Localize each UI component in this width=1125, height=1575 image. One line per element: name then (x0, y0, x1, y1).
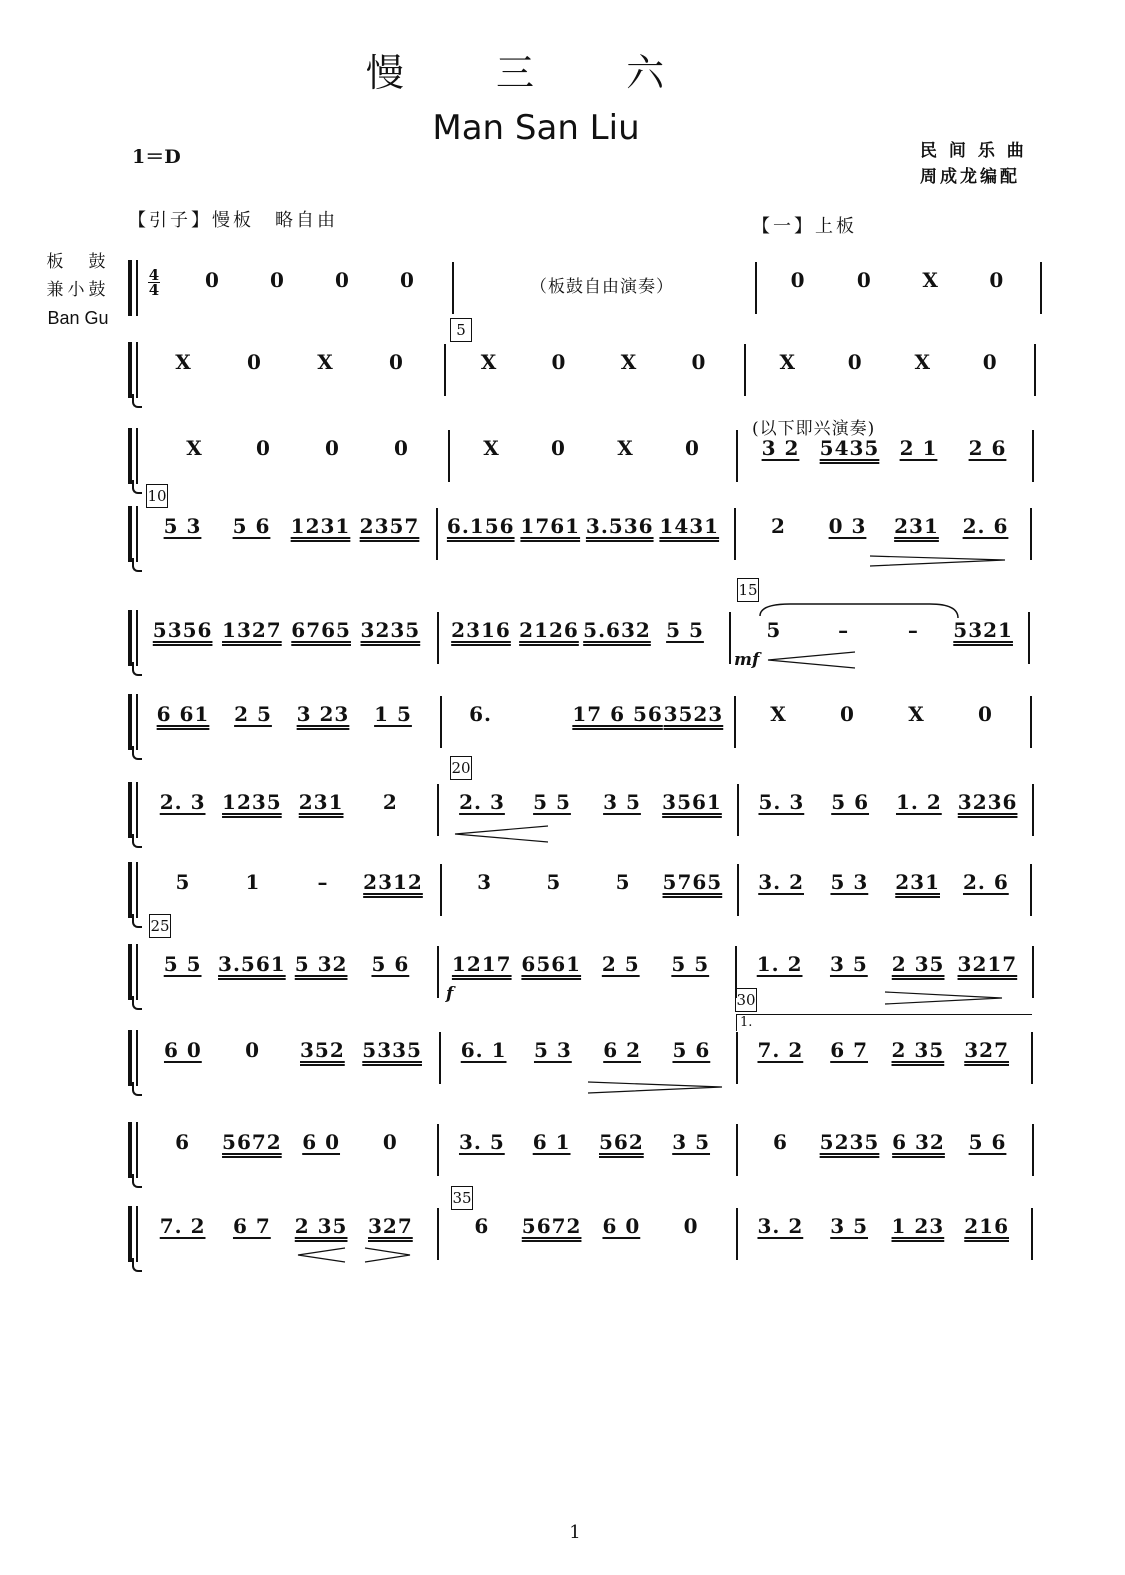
instrument-name-en: Ban Gu (47, 308, 109, 328)
measure (746, 436, 1022, 486)
barline (735, 946, 737, 998)
beat: X (483, 436, 500, 460)
beat: 2126 (519, 618, 579, 642)
beat: 5435 (819, 436, 880, 460)
system-barline (128, 1030, 132, 1086)
score-system (0, 506, 1125, 576)
beat: 2 5 (234, 702, 272, 726)
beat: 17 6 56 (572, 702, 663, 726)
beat: 2. 3 (459, 790, 505, 814)
system-barline (132, 1082, 142, 1096)
barline (736, 1124, 738, 1176)
beat: 6 32 (892, 1130, 945, 1154)
rehearsal-mark: 25 (149, 914, 171, 938)
measure (148, 790, 425, 840)
barline (1032, 946, 1034, 998)
system-barline (136, 1122, 138, 1178)
beat: 3 5 (603, 790, 641, 814)
beat: 0 (245, 1038, 261, 1062)
score-system (0, 1122, 1125, 1192)
score-system (0, 944, 1125, 1014)
beat: 3. 2 (757, 1214, 804, 1238)
key-signature: 1＝D (132, 146, 181, 168)
beat: 3 5 (829, 952, 868, 976)
barline (1032, 784, 1034, 836)
beat: 3 5 (672, 1130, 711, 1154)
beat: 0 (685, 436, 700, 460)
measure (746, 1130, 1022, 1180)
beat: 2. 3 (159, 790, 206, 814)
time-signature-bottom: 4 (148, 281, 160, 299)
beat: 5 3 (830, 870, 869, 894)
beat: 352 (300, 1038, 345, 1062)
beat: 3 (477, 870, 493, 894)
beat: 5.632 (583, 618, 651, 642)
beat: 2 1 (899, 436, 938, 460)
barline (1032, 430, 1034, 482)
beat: 5672 (222, 1130, 282, 1154)
beat: 3217 (957, 952, 1018, 976)
beat: 3561 (662, 790, 722, 814)
beat: 3 2 (761, 436, 800, 460)
beat: 0 (790, 268, 806, 292)
beat: 0 (551, 436, 566, 460)
beat: X (914, 350, 932, 374)
beat: 5335 (362, 1038, 422, 1062)
beat: 0 (382, 1130, 398, 1154)
beat: 2 (771, 514, 786, 538)
barline (439, 1032, 441, 1084)
beat: 0 3 (828, 514, 867, 538)
beat: 1 (245, 870, 261, 894)
time-signature-top: 4 (148, 266, 160, 284)
beat: 5 (766, 618, 782, 642)
measure (765, 268, 1030, 318)
system-barline (136, 1030, 138, 1086)
beat: 5 5 (666, 618, 704, 642)
beat: 2 35 (294, 1214, 348, 1238)
system-barline (128, 428, 132, 484)
measure (458, 436, 726, 486)
system-barline (128, 506, 132, 562)
beat: 5356 (152, 618, 213, 642)
beat: 1. 2 (756, 952, 803, 976)
beat: 0 (982, 350, 998, 374)
beat: 0 (247, 350, 262, 374)
barline (736, 1208, 738, 1260)
beat: 1235 (222, 790, 282, 814)
section-heading: 【一】上板 (752, 216, 857, 237)
beat: 6 7 (232, 1214, 271, 1238)
dynamic-mf: mf (734, 650, 760, 670)
measure (160, 436, 436, 486)
rehearsal-mark: 10 (146, 484, 168, 508)
beat: 5 5 (163, 952, 202, 976)
rehearsal-mark: 30 (735, 988, 757, 1012)
beat: 6 7 (830, 1038, 869, 1062)
measure (744, 514, 1020, 564)
beat: 5 6 (831, 790, 870, 814)
beat: 216 (964, 1214, 1009, 1238)
beat: 2316 (451, 618, 511, 642)
credit-arranger: 周成龙编配 (920, 167, 1020, 187)
beat: 6 (773, 1130, 788, 1154)
measure (180, 268, 440, 318)
barline (737, 784, 739, 836)
system-barline (128, 694, 132, 750)
measure (747, 870, 1020, 920)
beat: 5 (175, 870, 191, 894)
score-system (0, 694, 1125, 764)
beat: X (317, 350, 334, 374)
beat: 0 (335, 268, 350, 292)
beat: 3236 (957, 790, 1018, 814)
barline (1032, 1124, 1034, 1176)
barline (448, 430, 450, 482)
beat: 3523 (663, 702, 724, 726)
system-barline (136, 694, 138, 750)
beat: 3235 (360, 618, 421, 642)
barline (1030, 696, 1032, 748)
beat: 0 (205, 268, 220, 292)
measure (450, 702, 724, 752)
measure (148, 870, 428, 920)
beat: 2312 (363, 870, 423, 894)
beat: 5 (546, 870, 562, 894)
beat: 1 5 (374, 702, 412, 726)
volta-label: 1. (740, 1015, 753, 1030)
measure (739, 618, 1018, 668)
beat: 5321 (953, 618, 1013, 642)
beat: 1327 (222, 618, 282, 642)
system-barline (128, 862, 132, 918)
beat: 1761 (520, 514, 581, 538)
beat: X (480, 350, 498, 374)
barline (736, 430, 738, 482)
system-barline (132, 834, 142, 848)
beat: 3.536 (585, 514, 654, 538)
score-system (0, 862, 1125, 932)
measure (148, 1038, 427, 1088)
barline (452, 262, 454, 314)
beat: 5 32 (294, 952, 348, 976)
page-subtitle: Man San Liu (432, 108, 640, 148)
system-barline (136, 342, 138, 398)
beat: 7. 2 (757, 1038, 804, 1062)
measure (746, 1214, 1021, 1264)
rehearsal-mark: 5 (450, 318, 472, 342)
beat: 3 5 (830, 1214, 869, 1238)
barline (1034, 344, 1036, 396)
barline (444, 344, 446, 396)
barline (437, 946, 439, 998)
beat: 1217 (451, 952, 512, 976)
barline (1030, 508, 1032, 560)
measure (148, 702, 428, 752)
beat: 6. 1 (460, 1038, 507, 1062)
beat: – (838, 618, 850, 642)
rehearsal-mark: 20 (450, 756, 472, 780)
system-barline (132, 1258, 142, 1272)
beat: 5 (615, 870, 631, 894)
barline (734, 696, 736, 748)
system-barline (136, 506, 138, 562)
system-barline (132, 996, 142, 1010)
beat: 5 5 (533, 790, 571, 814)
beat: 6 2 (603, 1038, 642, 1062)
measure (148, 618, 425, 668)
beat: 2 35 (891, 952, 945, 976)
score-system (0, 610, 1125, 680)
score-system (0, 428, 1125, 498)
beat: 0 (325, 436, 340, 460)
barline (436, 508, 438, 560)
beat: 231 (895, 870, 940, 894)
page-number: 1 (569, 1522, 581, 1543)
beat: 6 0 (302, 1130, 341, 1154)
beat: 6 1 (532, 1130, 571, 1154)
system-barline (136, 944, 138, 1000)
beat: X (908, 702, 925, 726)
measure (148, 1130, 425, 1180)
system-barline (128, 1122, 132, 1178)
beat: 231 (894, 514, 939, 538)
barline (440, 864, 442, 916)
beat: 1231 (290, 514, 351, 538)
barline (440, 696, 442, 748)
beat: 2 6 (968, 436, 1007, 460)
beat: – (907, 618, 919, 642)
system-barline (132, 558, 142, 572)
beat: – (317, 870, 329, 894)
improvise-note: (以下即兴演奏) (752, 419, 876, 439)
system-barline (132, 1174, 142, 1188)
system-barline (132, 394, 142, 408)
system-barline (128, 782, 132, 838)
system-barline (128, 260, 132, 316)
beat: 6 0 (602, 1214, 641, 1238)
beat: 5235 (819, 1130, 880, 1154)
beat: 0 (847, 350, 863, 374)
system-barline (136, 862, 138, 918)
beat: 0 (389, 350, 404, 374)
barline (737, 864, 739, 916)
measure (447, 790, 727, 840)
beat: 1431 (659, 514, 720, 538)
beat: X (186, 436, 203, 460)
beat: 3.561 (218, 952, 286, 976)
measure (454, 350, 734, 400)
beat: 3 23 (296, 702, 350, 726)
barline (744, 344, 746, 396)
barline (755, 262, 757, 314)
beat: X (779, 350, 797, 374)
barline (437, 784, 439, 836)
barline (1030, 864, 1032, 916)
score-system (0, 260, 1125, 330)
beat: 327 (964, 1038, 1009, 1062)
beat: 0 (256, 436, 271, 460)
beat: 6561 (521, 952, 582, 976)
beat: 6 61 (156, 702, 210, 726)
system-barline (136, 260, 138, 316)
beat: 0 (989, 268, 1005, 292)
measure (148, 514, 424, 564)
beat: 0 (270, 268, 285, 292)
barline (1040, 262, 1042, 314)
beat: 327 (368, 1214, 413, 1238)
beat: 2. 6 (962, 870, 1009, 894)
system-barline (128, 1206, 132, 1262)
measure (148, 952, 425, 1002)
measure (747, 790, 1022, 840)
beat: X (617, 436, 634, 460)
beat: 2 35 (891, 1038, 945, 1062)
beat: 5 6 (232, 514, 271, 538)
system-barline (136, 782, 138, 838)
beat: 2 (382, 790, 398, 814)
measure (449, 1038, 726, 1088)
beat: 5. 3 (758, 790, 805, 814)
instrument-name-2: 兼小鼓 (46, 280, 110, 300)
beat: 0 (840, 702, 855, 726)
system-barline (132, 746, 142, 760)
beat: 6. (469, 702, 493, 726)
measure (447, 1214, 726, 1264)
system-barline (136, 428, 138, 484)
page-title: 慢 三 六 (365, 51, 705, 95)
barline (437, 1124, 439, 1176)
system-barline (128, 944, 132, 1000)
beat: 6.156 (446, 514, 515, 538)
beat: 0 (683, 1214, 699, 1238)
beat: 0 (978, 702, 993, 726)
measure (745, 952, 1022, 1002)
beat: 5 6 (371, 952, 410, 976)
rehearsal-mark: 35 (451, 1186, 473, 1210)
beat: 0 (400, 268, 415, 292)
barline (437, 612, 439, 664)
rehearsal-mark: 15 (737, 578, 759, 602)
beat: 5672 (521, 1214, 582, 1238)
measure (447, 618, 719, 668)
barline (729, 612, 731, 664)
beat: 6 0 (163, 1038, 202, 1062)
barline (1028, 612, 1030, 664)
system-barline (132, 662, 142, 676)
beat: 5 3 (533, 1038, 572, 1062)
system-barline (132, 914, 142, 928)
beat: 3. 2 (758, 870, 804, 894)
beat: 231 (298, 790, 344, 814)
beat: 2357 (359, 514, 420, 538)
barline (1031, 1032, 1033, 1084)
dynamic-f: f (446, 984, 454, 1004)
system-barline (136, 1206, 138, 1262)
free-play-note: （板鼓自由演奏） (530, 277, 674, 297)
beat: X (770, 702, 787, 726)
beat: 0 (691, 350, 707, 374)
beat: 562 (599, 1130, 644, 1154)
measure (744, 702, 1020, 752)
measure (447, 952, 725, 1002)
beat: 5 5 (671, 952, 710, 976)
beat: 1. 2 (895, 790, 942, 814)
barline (437, 1208, 439, 1260)
beat: X (922, 268, 939, 292)
system-barline (128, 610, 132, 666)
intro-heading: 【引子】慢板 略自由 (128, 210, 338, 231)
beat: 2. 6 (962, 514, 1009, 538)
system-barline (136, 610, 138, 666)
barline (1031, 1208, 1033, 1260)
beat: 5 3 (163, 514, 202, 538)
measure (450, 870, 727, 920)
beat: X (620, 350, 638, 374)
score-system (0, 782, 1125, 852)
beat: X (175, 350, 192, 374)
measure (447, 1130, 726, 1180)
beat: 0 (551, 350, 567, 374)
score-system (0, 1206, 1125, 1276)
score-system (0, 1030, 1125, 1100)
score-system (0, 342, 1125, 412)
measure (446, 514, 724, 564)
beat: 6765 (291, 618, 351, 642)
system-barline (128, 342, 132, 398)
beat: 2 5 (601, 952, 640, 976)
credit-origin: 民 间 乐 曲 (920, 141, 1027, 161)
barline (736, 1032, 738, 1084)
measure (148, 350, 432, 400)
measure (746, 1038, 1021, 1088)
beat: 1 23 (891, 1214, 945, 1238)
measure (148, 1214, 425, 1264)
beat: 3. 5 (458, 1130, 505, 1154)
system-barline (132, 480, 142, 494)
barline (734, 508, 736, 560)
beat: 6 (175, 1130, 191, 1154)
measure (754, 350, 1024, 400)
beat: 0 (394, 436, 409, 460)
beat: 0 (856, 268, 872, 292)
beat: 5765 (662, 870, 723, 894)
beat: 5 6 (672, 1038, 711, 1062)
beat: 5 6 (968, 1130, 1007, 1154)
beat: 6 (474, 1214, 490, 1238)
beat: 7. 2 (159, 1214, 206, 1238)
instrument-name-1: 板 鼓 (46, 252, 110, 272)
